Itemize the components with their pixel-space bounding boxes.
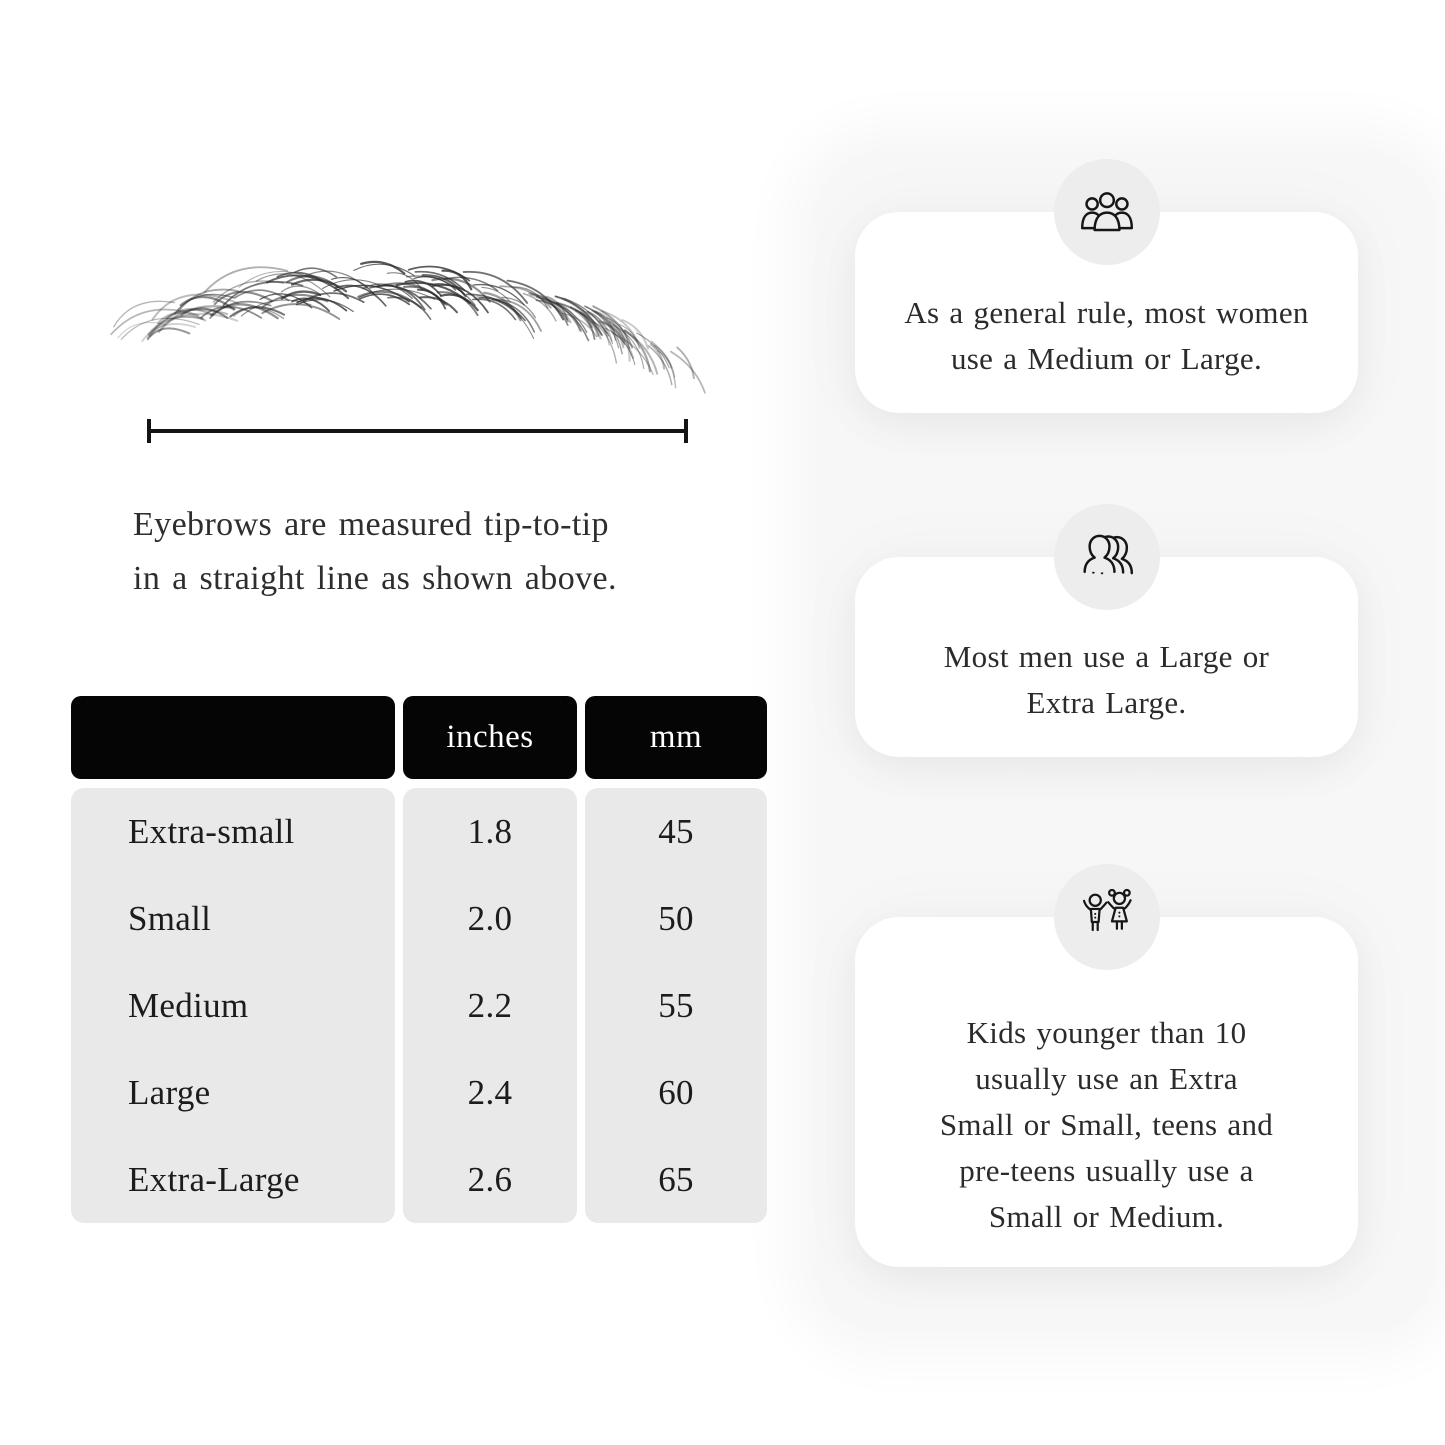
- card-icon-badge: [1054, 504, 1160, 610]
- mm-cell: 45: [658, 811, 694, 851]
- inches-cell: 2.6: [467, 1159, 513, 1199]
- card-text: [904, 290, 1308, 382]
- mm-cell: 55: [658, 985, 694, 1025]
- card-text-line: Extra Large.: [1026, 685, 1187, 720]
- measurement-left-tick: [147, 419, 151, 443]
- mm-cell: 65: [658, 1159, 694, 1199]
- size-cell: Medium: [128, 985, 249, 1025]
- size-cell: Small: [128, 898, 212, 938]
- inches-cell: 2.2: [467, 985, 513, 1025]
- inches-cell: 2.0: [467, 898, 513, 938]
- card-text-line: As a general rule, most women: [904, 294, 1309, 330]
- card-text-line: usually use an Extra: [975, 1061, 1238, 1096]
- card-text: [944, 634, 1269, 726]
- card-text-line: Small or Small, teens and: [939, 1107, 1274, 1142]
- inches-column: [403, 788, 577, 1223]
- mm-cell: 60: [658, 1072, 694, 1112]
- column-header-size: [71, 696, 395, 779]
- column-header-inches: inches: [403, 696, 577, 779]
- inches-cell: 2.4: [467, 1072, 513, 1112]
- card-text: [940, 1010, 1273, 1240]
- eyebrow-illustration: [110, 232, 710, 402]
- caption-line-2: in a straight line as shown above.: [133, 560, 617, 597]
- men-note-card: [855, 557, 1358, 757]
- caption-line-1: Eyebrows are measured tip-to-tip: [133, 506, 609, 543]
- mm-cell: 50: [658, 898, 694, 938]
- measurement-right-tick: [684, 419, 688, 443]
- women-group-icon: [1076, 181, 1138, 243]
- card-text-line: Most men use a Large or: [943, 639, 1270, 674]
- size-cell: Extra-small: [128, 811, 295, 851]
- mm-column: [585, 788, 767, 1223]
- card-icon-badge: [1054, 159, 1160, 265]
- women-note-card: [855, 212, 1358, 413]
- measurement-line: [147, 429, 688, 433]
- size-cell: Extra-Large: [128, 1159, 300, 1199]
- card-text-line: Kids younger than 10: [966, 1015, 1247, 1050]
- inches-cell: 1.8: [467, 811, 513, 851]
- figure-caption: [133, 498, 617, 606]
- card-text-line: pre-teens usually use a: [959, 1153, 1254, 1188]
- card-text-line: use a Medium or Large.: [950, 340, 1263, 376]
- size-name-column: [71, 788, 395, 1223]
- card-icon-badge: [1054, 864, 1160, 970]
- kids-icon: [1076, 886, 1138, 948]
- kids-note-card: [855, 917, 1358, 1267]
- column-header-mm: mm: [585, 696, 767, 779]
- card-text-line: Small or Medium.: [988, 1199, 1225, 1234]
- men-group-icon: [1076, 526, 1138, 588]
- size-cell: Large: [128, 1072, 211, 1112]
